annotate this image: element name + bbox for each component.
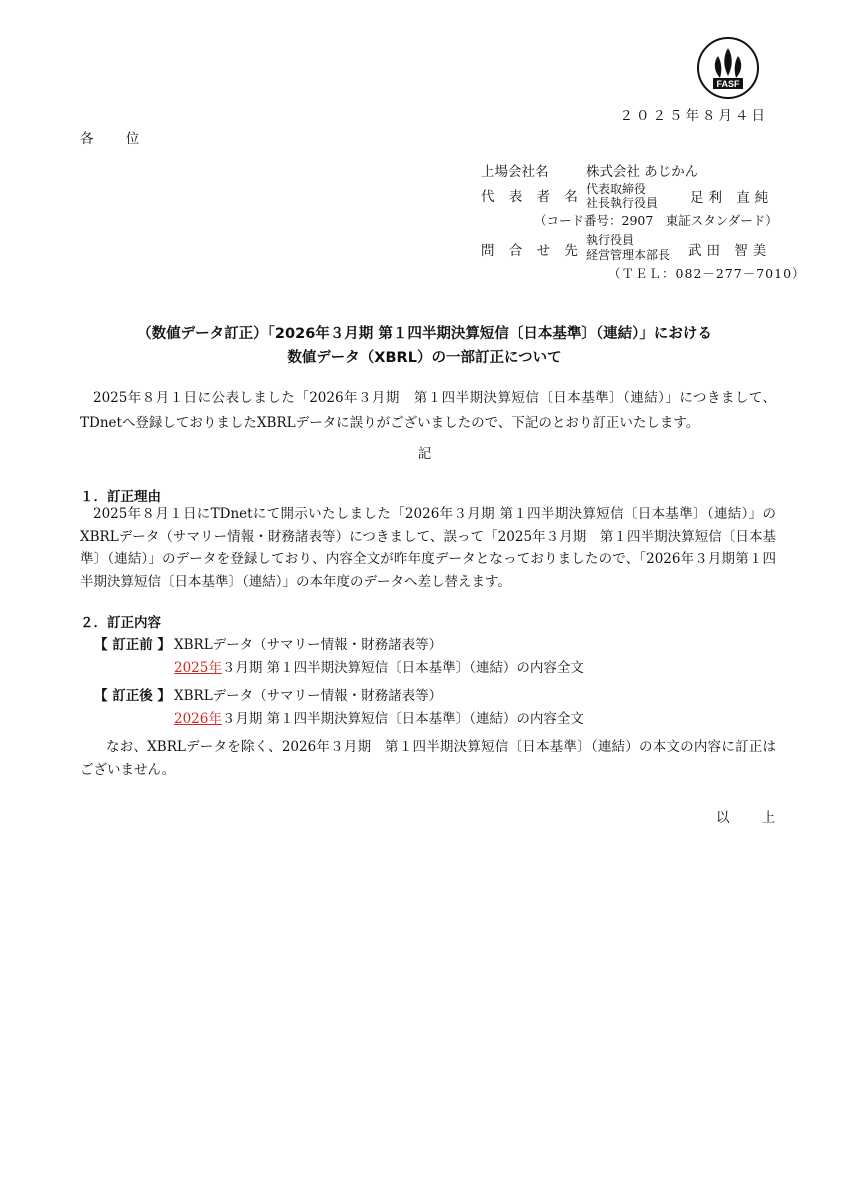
before-detail-rest: ３月期 第１四半期決算短信〔日本基準〕（連結）の内容全文 <box>221 660 584 676</box>
stock-code-line: （コード番号：2907 東証スタンダード） <box>534 213 778 228</box>
telephone-line: （ＴＥＬ：082－277－7010） <box>608 266 806 281</box>
document-title-line-1: （数値データ訂正）「2026年３月期 第１四半期決算短信〔日本基準〕（連結）」における <box>137 326 712 342</box>
contact-name: 武田 智美 <box>688 243 772 259</box>
representative-title-1: 代表取締役 <box>586 182 647 196</box>
company-name-label: 上場会社名 <box>481 164 549 180</box>
document-date: ２０２５年８月４日 <box>619 108 768 124</box>
section-1-text: 2025年８月１日にTDnetにて開示いたしました「2026年３月期 第１四半期決算短信〔日本基準〕（連結）」のXBRLデータ（サマリー情報・財務諸表等）につきまして、誤って「2025年３月期 第１四半期決算短信〔日本基準〕（連結）」のデータを登録しており、内容全文が昨年度データとなっておりましたので、「2026年３月期第１四半期決算短信〔日本基準〕（連結）」の本年度のデータへ差し替えます。 <box>80 506 776 590</box>
note-paragraph: なお、XBRLデータを除く、2026年３月期 第１四半期決算短信〔日本基準〕（連結）の本文の内容に訂正はございません。 <box>80 739 776 778</box>
after-correction-body: XBRLデータ（サマリー情報・財務諸表等） <box>174 688 443 704</box>
contact-label: 問 合 せ 先 <box>481 243 583 259</box>
ki-marker: 記 <box>417 446 432 462</box>
contact-title-1: 執行役員 <box>586 233 635 247</box>
after-detail-rest: ３月期 第１四半期決算短信〔日本基準〕（連結）の内容全文 <box>221 711 584 727</box>
logo-text: FASF <box>716 79 740 89</box>
fasf-logo-icon <box>696 36 760 100</box>
after-correction-tag: 【 訂正後 】 <box>94 688 171 704</box>
closing-mark: 以 上 <box>716 810 790 826</box>
before-correction-body: XBRLデータ（サマリー情報・財務諸表等） <box>174 637 443 653</box>
before-correction-detail <box>174 656 584 676</box>
company-name-value: 株式会社 あじかん <box>586 164 699 180</box>
before-correction-tag: 【 訂正前 】 <box>94 637 171 653</box>
section-2-heading: ２．訂正内容 <box>80 615 161 631</box>
document-title-line-2: 数値データ（XBRL）の一部訂正について <box>287 350 562 366</box>
addressee: 各 位 <box>80 131 154 147</box>
contact-title-2: 経営管理本部長 <box>586 248 671 262</box>
after-year-highlight: 2026年 <box>174 711 222 727</box>
intro-paragraph: 2025年８月１日に公表しました「2026年３月期 第１四半期決算短信〔日本基準〕（連結）」につきまして、TDnetへ登録しておりましたXBRLデータに誤りがございましたので、下記のとおり訂正いたします。 <box>80 390 776 431</box>
representative-label: 代 表 者 名 <box>481 189 583 205</box>
representative-name: 足利 直純 <box>690 190 774 206</box>
representative-title-2: 社長執行役員 <box>586 196 659 210</box>
before-year-highlight: 2025年 <box>174 660 222 676</box>
section-1-heading: １．訂正理由 <box>80 489 161 505</box>
after-correction-detail <box>174 707 584 727</box>
